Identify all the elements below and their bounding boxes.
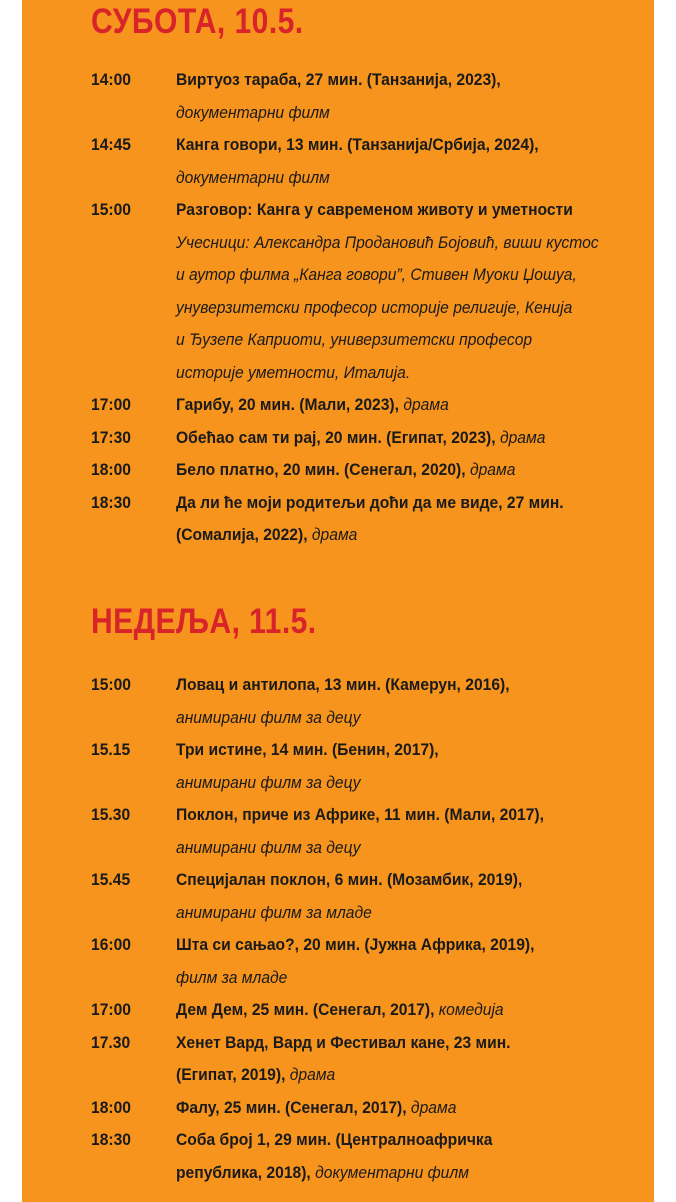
- program-title-text: Хенет Вард, Вард и Фестивал кане, 23 мин.: [176, 1032, 511, 1052]
- program-description: [176, 1124, 646, 1189]
- program-genre-text: и Ђузепе Каприоти, универзитетски професор: [176, 330, 533, 349]
- program-description: [176, 194, 646, 389]
- program-row: [22, 1124, 654, 1189]
- program-genre-text: драма: [469, 460, 516, 479]
- program-row: [22, 929, 654, 994]
- program-description: [176, 864, 646, 929]
- program-description-line: [176, 324, 608, 357]
- program-description-line: [176, 519, 608, 552]
- program-row: [22, 994, 654, 1027]
- program-row: [22, 129, 654, 194]
- program-row: [22, 669, 654, 734]
- program-description-line: [176, 259, 608, 292]
- program-description: [176, 929, 646, 994]
- program-genre-text: драма: [410, 1097, 457, 1117]
- program-time: 16:00: [91, 935, 132, 954]
- program-description-line: [176, 97, 608, 130]
- program-description-line: [176, 929, 608, 962]
- program-description-line: [176, 129, 608, 162]
- program-description-line: [176, 1027, 608, 1060]
- program-title-text: Шта си сањао?, 20 мин. (Јужна Африка, 2019),: [176, 935, 535, 954]
- program-description-line: [176, 454, 608, 487]
- program-title-text: Канга говори, 13 мин. (Танзанија/Србија, 2024),: [176, 135, 539, 154]
- program-description-line: [176, 767, 608, 800]
- program-title-text: Разговор: Канга у савременом животу и уметности: [176, 200, 573, 219]
- program-description: [176, 734, 646, 799]
- program-time: 18:00: [91, 460, 132, 479]
- program-description: [176, 454, 646, 487]
- program-title-text: Три истине, 14 мин. (Бенин, 2017),: [176, 740, 439, 759]
- program-row: [22, 1092, 654, 1125]
- program-genre-text: историје уметности, Италија.: [176, 362, 411, 382]
- program-genre-text: драма: [289, 1065, 336, 1084]
- program-time: 17:00: [91, 395, 132, 414]
- program-genre-text: драма: [499, 427, 546, 447]
- program-description: [176, 487, 646, 552]
- program-description: [176, 422, 646, 455]
- program-description: [176, 994, 646, 1027]
- program-row: [22, 64, 654, 129]
- program-genre-text: анимирани филм за децу: [176, 837, 361, 857]
- program-genre-text: анимирани филм за децу: [176, 772, 361, 792]
- program-row: [22, 454, 654, 487]
- program-time: 18:30: [91, 1130, 132, 1149]
- program-genre-text: драма: [403, 395, 449, 414]
- program-time: 15.45: [91, 870, 131, 889]
- sunday-program-list: [22, 669, 654, 1189]
- program-title-text: Виртуоз тараба, 27 мин. (Танзанија, 2023),: [176, 70, 501, 89]
- program-description: [176, 799, 646, 864]
- program-description-line: [176, 1124, 608, 1157]
- program-row: [22, 194, 654, 389]
- program-title-text: Поклон, приче из Африке, 11 мин. (Мали, 2017),: [176, 805, 544, 824]
- program-description: [176, 129, 646, 194]
- program-time: 14:45: [91, 135, 132, 154]
- program-description: [176, 1092, 646, 1125]
- program-time: 18:30: [91, 492, 132, 512]
- program-genre-text: анимирани филм за децу: [176, 707, 361, 727]
- program-title-text: Да ли ће моји родитељи доћи да ме виде, 27 мин.: [176, 492, 564, 512]
- program-time: 15:00: [91, 675, 132, 694]
- program-title-text: Дем Дем, 25 мин. (Сенегал, 2017),: [176, 1000, 439, 1019]
- program-genre-text: филм за младе: [176, 967, 288, 987]
- program-description-line: [176, 897, 608, 930]
- program-description-line: [176, 994, 608, 1027]
- program-description-line: [176, 832, 608, 865]
- program-genre-text: унуверзитетски професор историје религије, Кенија: [176, 297, 573, 317]
- program-genre-text: документарни филм: [176, 102, 330, 122]
- program-title-text: Гарибу, 20 мин. (Мали, 2023),: [176, 395, 404, 414]
- program-description-line: [176, 162, 608, 195]
- program-title-text: (Египат, 2019),: [176, 1065, 290, 1084]
- program-description-line: [176, 194, 608, 227]
- program-time: 14:00: [91, 70, 132, 89]
- program-genre-text: анимирани филм за младе: [176, 902, 372, 922]
- program-time: 17:30: [91, 427, 132, 447]
- program-title-text: Специјалан поклон, 6 мин. (Мозамбик, 2019),: [176, 870, 523, 889]
- program-description-line: [176, 1157, 608, 1190]
- program-genre-text: драма: [311, 525, 358, 544]
- program-time: 15.15: [91, 740, 131, 759]
- program-title-text: Бело платно, 20 мин. (Сенегал, 2020),: [176, 460, 470, 479]
- program-description-line: [176, 292, 608, 325]
- program-title-text: (Сомалија, 2022),: [176, 525, 312, 544]
- program-row: [22, 422, 654, 455]
- program-time: 15.30: [91, 805, 131, 824]
- program-description-line: [176, 64, 608, 97]
- program-title-text: Ловац и антилопа, 13 мин. (Камерун, 2016),: [176, 675, 510, 694]
- program-description-line: [176, 734, 608, 767]
- day-heading-sunday: НЕДЕЉА, 11.5.: [91, 602, 317, 641]
- program-description: [176, 669, 646, 734]
- program-description: [176, 64, 646, 129]
- program-description: [176, 1027, 646, 1092]
- program-time: 18:00: [91, 1097, 132, 1117]
- program-genre-text: документарни филм: [176, 167, 330, 187]
- program-description-line: [176, 487, 608, 520]
- program-title-text: Соба број 1, 29 мин. (Централноафричка: [176, 1130, 493, 1149]
- program-time: 17:00: [91, 1000, 132, 1019]
- program-genre-text: Учесници: Александра Продановић Бојовић, виши кустос: [176, 232, 599, 252]
- program-description-line: [176, 389, 608, 422]
- program-description-line: [176, 962, 608, 995]
- schedule-page: [22, 0, 654, 1202]
- program-description-line: [176, 799, 608, 832]
- program-description-line: [176, 227, 608, 260]
- program-description-line: [176, 669, 608, 702]
- program-description-line: [176, 702, 608, 735]
- program-row: [22, 864, 654, 929]
- saturday-program-list: [22, 64, 654, 552]
- program-row: [22, 487, 654, 552]
- program-genre-text: комедија: [438, 1000, 504, 1019]
- program-row: [22, 734, 654, 799]
- program-row: [22, 389, 654, 422]
- program-description-line: [176, 357, 608, 390]
- program-genre-text: документарни филм: [315, 1162, 469, 1182]
- program-time: 17.30: [91, 1032, 131, 1052]
- day-heading-saturday: СУБОТА, 10.5.: [91, 2, 304, 41]
- program-description-line: [176, 864, 608, 897]
- program-title-text: Фалу, 25 мин. (Сенегал, 2017),: [176, 1097, 411, 1117]
- program-description: [176, 389, 646, 422]
- program-title-text: Обећао сам ти рај, 20 мин. (Египат, 2023),: [176, 427, 500, 447]
- program-description-line: [176, 1092, 608, 1125]
- program-title-text: република, 2018),: [176, 1162, 316, 1182]
- program-row: [22, 1027, 654, 1092]
- program-row: [22, 799, 654, 864]
- program-description-line: [176, 1059, 608, 1092]
- program-description-line: [176, 422, 608, 455]
- program-time: 15:00: [91, 200, 132, 219]
- program-genre-text: и аутор филма „Канга говори”, Стивен Муоки Џошуа,: [176, 265, 577, 284]
